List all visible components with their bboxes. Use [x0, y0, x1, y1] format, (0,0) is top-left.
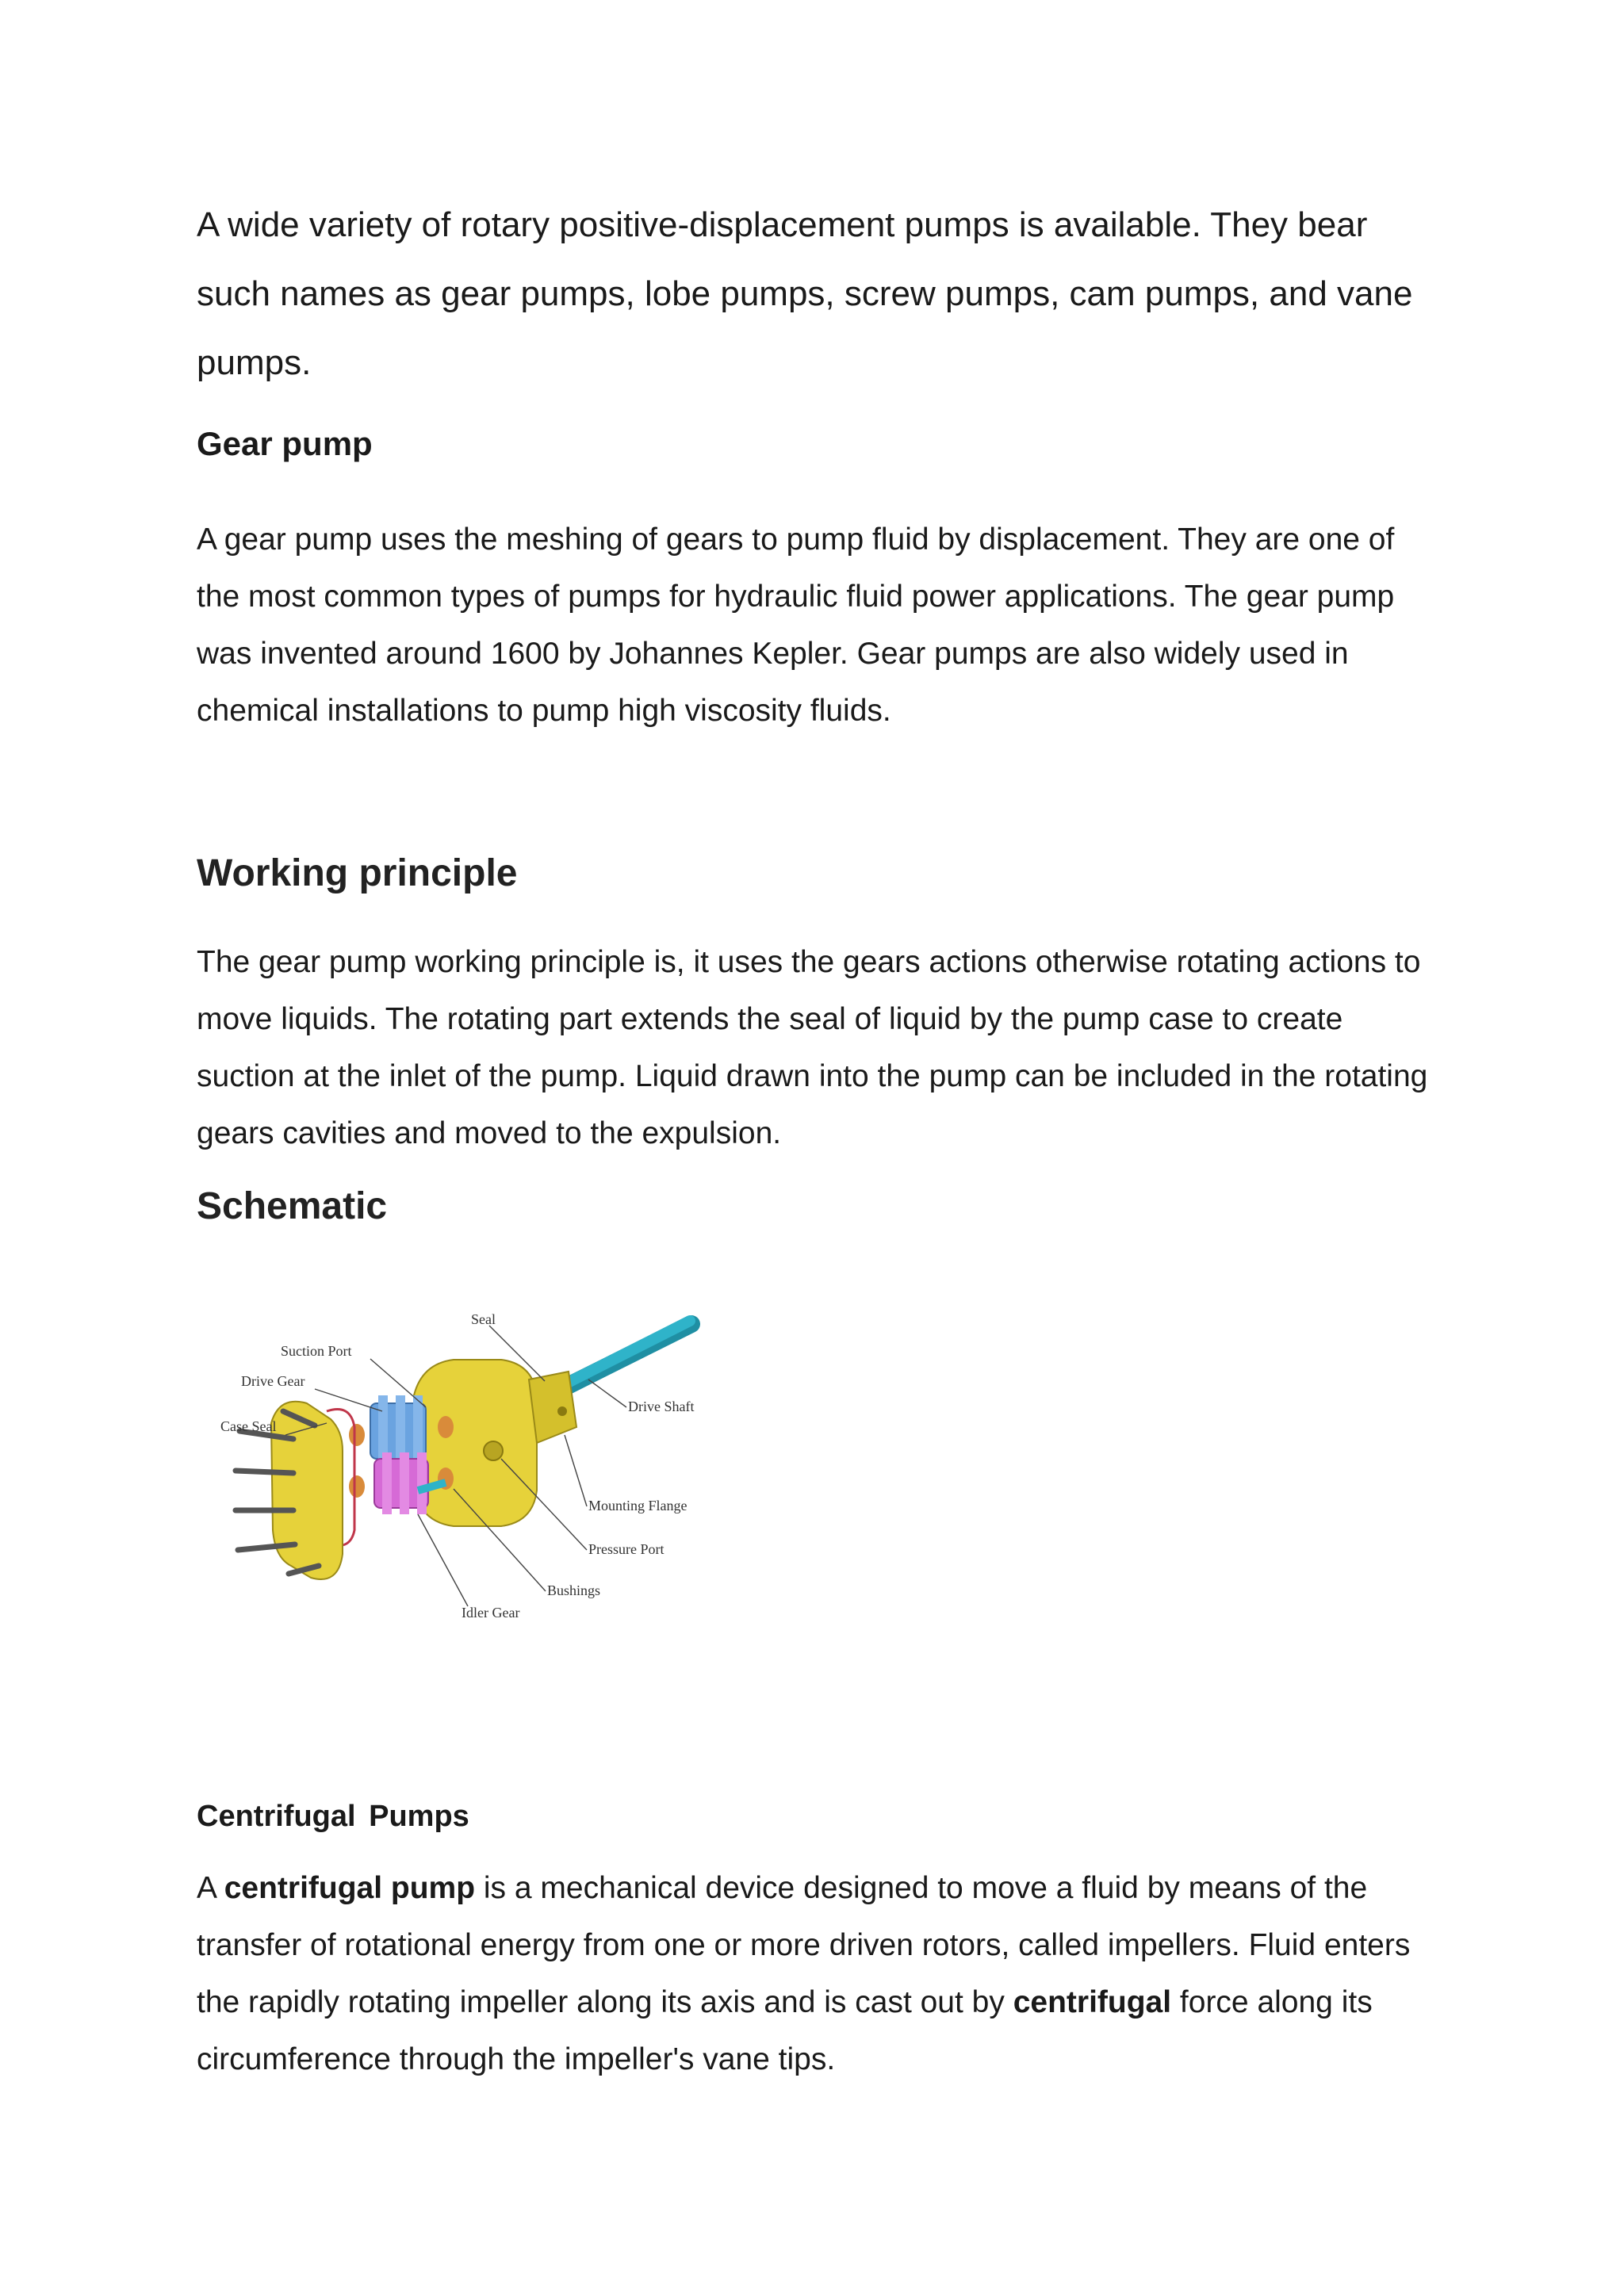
centrifugal-text-d: force along its circumference through the impeller's vane tips.: [197, 1985, 1373, 2076]
mounting-flange-shape: [529, 1372, 576, 1443]
label-seal: Seal: [471, 1311, 496, 1327]
label-idler-gear: Idler Gear: [462, 1605, 520, 1621]
centrifugal-text-c: is a mechanical device designed to move a fluid by means of the transfer of rotational energy from one or more driven rotors, called impellers. Fluid enters the rapidly rotating impeller along its axis and is cast out by: [197, 1871, 1411, 2019]
centrifugal-pumps-heading: Centrifugal Pumps: [197, 1800, 469, 1833]
centrifugal-bold: centrifugal: [1013, 1985, 1172, 2019]
gear-pump-heading: Gear pump: [197, 425, 373, 462]
centrifugal-pump-bold: centrifugal pump: [224, 1871, 476, 1905]
idler-gear-shape: [374, 1452, 428, 1514]
leader-idler-gear: [418, 1514, 468, 1606]
leader-drive-gear: [315, 1389, 382, 1411]
centrifugal-text-a: A: [197, 1871, 224, 1905]
end-cover-shape: [271, 1402, 343, 1579]
gear-pump-schematic-figure: [216, 1292, 771, 1641]
working-principle-heading: Working principle: [197, 852, 518, 894]
bushing-upper-shape: [438, 1416, 454, 1438]
bushing-case-lower-shape: [349, 1475, 365, 1498]
label-pressure-port: Pressure Port: [588, 1541, 665, 1557]
drive-shaft-highlight: [565, 1321, 690, 1384]
label-drive-gear: Drive Gear: [241, 1373, 305, 1389]
intro-paragraph: A wide variety of rotary positive-displacement pumps is available. They bear such names as gear pumps, lobe pumps, screw pumps, cam pumps, and vane pumps.: [197, 205, 1413, 382]
pressure-port-shape: [484, 1441, 503, 1460]
schematic-heading: Schematic: [197, 1185, 388, 1227]
label-mounting-flange: Mounting Flange: [588, 1498, 688, 1513]
pump-housing-shape: [414, 1360, 537, 1526]
bushing-case-upper-shape: [349, 1424, 365, 1446]
label-drive-shaft: Drive Shaft: [628, 1399, 695, 1414]
leader-mounting-flange: [565, 1435, 587, 1506]
gear-pump-paragraph: A gear pump uses the meshing of gears to pump fluid by displacement. They are one of the most common types of pumps for hydraulic fluid power applications. The gear pump was invented around 1600 by Johannes Kepler. Gear pumps are also widely used in chemical installations to pump high viscosity fluids.: [197, 522, 1395, 728]
label-suction-port: Suction Port: [281, 1343, 352, 1359]
label-bushings: Bushings: [547, 1582, 601, 1598]
centrifugal-pumps-paragraph: [197, 1860, 1442, 2088]
working-principle-paragraph: The gear pump working principle is, it uses the gears actions otherwise rotating actions to move liquids. The rotating part extends the seal of liquid by the pump case to create suction at the inlet of the pump. Liquid drawn into the pump can be included in the rotating gears cavities and moved to the expulsion.: [197, 945, 1428, 1150]
leader-drive-shaft: [588, 1380, 626, 1407]
label-case-seal: Case Seal: [220, 1418, 277, 1434]
flange-hole-shape: [557, 1406, 567, 1416]
